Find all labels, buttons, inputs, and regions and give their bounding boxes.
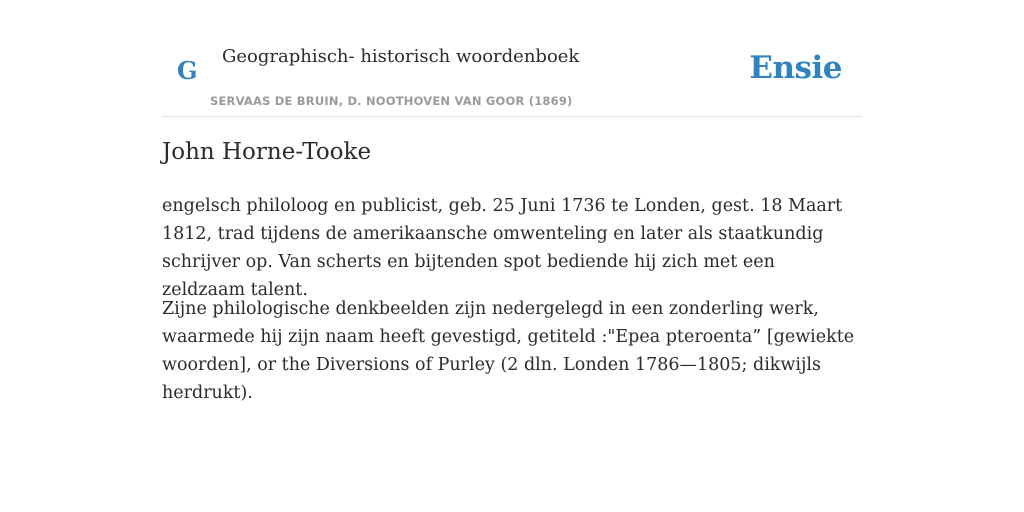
entry-paragraph-1: engelsch philoloog en publicist, geb. 25 Juni 1736 te Londen, gest. 18 Maart 1812, trad tijdens de amerikaansche omwenteling en later als staatkundig schrijver op. Van scherts en bijtenden spot bediende hij zich met een zeldzaam talent. (162, 196, 843, 300)
book-header (162, 0, 862, 117)
book-authors: SERVAAS DE BRUIN, D. NOOTHOVEN VAN GOOR (1869) (210, 94, 573, 108)
book-letter-link[interactable]: G (177, 56, 198, 85)
page-container (162, 0, 862, 403)
entry-paragraph-2: Zijne philologische denkbeelden zijn nedergelegd in een zonderling werk, waarmede hij zijn naam heeft gevestigd, getiteld :"Epea pteroenta” [gewiekte woorden], or the Diversions of Purley (2 dln. Londen 1786—1805; dikwijls herdrukt). (162, 299, 855, 403)
book-title-link[interactable]: Geographisch- historisch woordenboek (222, 46, 580, 67)
ensie-logo-link[interactable]: Ensie (749, 50, 842, 86)
entry-title: John Horne-Tooke (162, 139, 372, 165)
